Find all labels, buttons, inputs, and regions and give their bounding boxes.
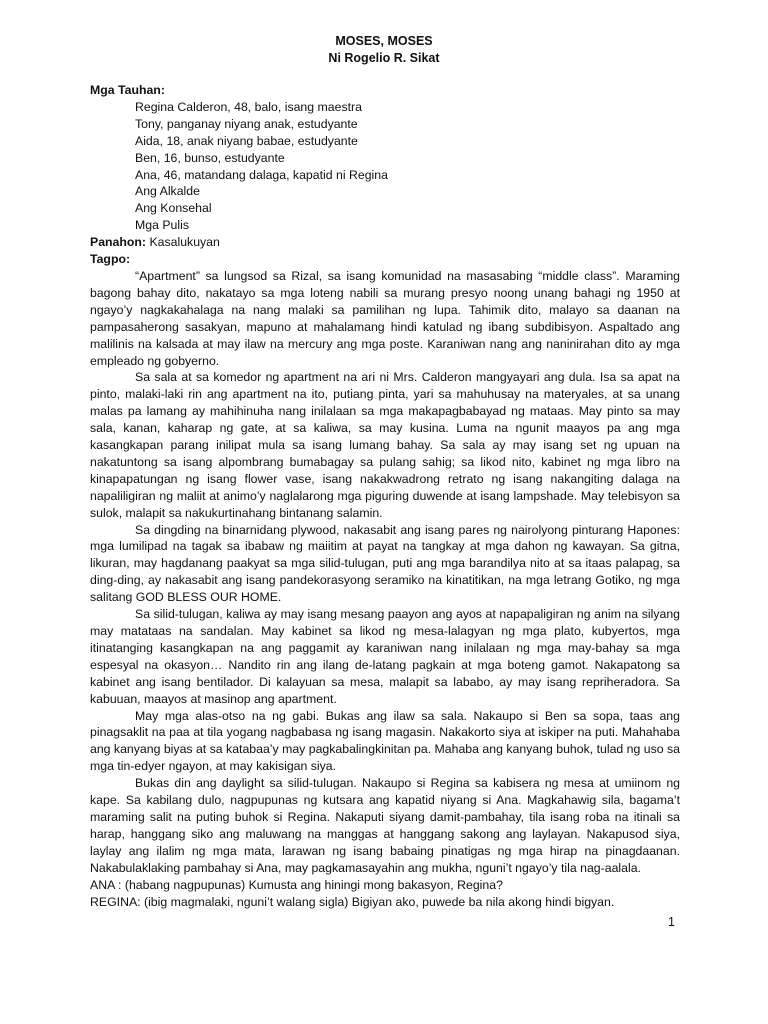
cast-item: Aida, 18, anak niyang babae, estudyante xyxy=(135,133,358,148)
document-body xyxy=(90,82,680,910)
setting-paragraph: Sa sala at sa komedor ng apartment na ari ni Mrs. Calderon mangyayari ang dula. Isa sa apat na pinto, malaki-laki rin ang apartment na ito, putiang pinta, yari sa mahuhusay na materyales, at sa unang malas pa lamang ay mahihinuha nang inilalaan sa mga makapagbabayad ng mataas. May pinto sa may sala, kanan, kaharap ng gate, at sa kaliwa, sa may kusina. Luma na ngunit maayos pa ang mga kasangkapan parang inilipat mula sa isang lumang bahay. Sa sala ay may isang set ng upuan na nakatuntong sa isang alpombrang bumabagay sa pulang sahig; sa likod nito, kabinet ng mga libro na kinapapatungan ng isang flower vase, isang nakakwadrong retrato ng isang nakangiting dalaga na napaliligiran ng maliit at animo’y naglalarong mga piguring duwende at isang lampshade. May telebisyon sa sulok, malapit sa nakukurtinahang bintanang salamin. xyxy=(90,370,680,520)
time-label: Panahon: xyxy=(90,235,147,250)
setting-paragraph: May mga alas-otso na ng gabi. Bukas ang ilaw sa sala. Nakaupo si Ben sa sopa, taas ang pinagsaklit na paa at tila yogang nagbabasa ng isang magasin. Nakakorto siya at iskiper na puti. Mahahaba ang kanyang biyas at sa katabaa’y may pagkabalingkinitan pa. Mahaba ang kanyang buhok, tulad ng uso sa mga tin-edyer ngayon, at may kakisigan siya. xyxy=(90,708,680,774)
setting-label: Tagpo: xyxy=(90,252,131,267)
cast-list xyxy=(90,99,680,234)
cast-item: Tony, panganay niyang anak, estudyante xyxy=(135,116,358,131)
cast-item: Mga Pulis xyxy=(135,218,189,233)
dialogue-line: ANA : (habang nagpupunas) Kumusta ang hiningi mong bakasyon, Regina? xyxy=(90,877,503,892)
setting-paragraph: Sa dingding na binarnidang plywood, nakasabit ang isang pares ng nairolyong pinturang Hapones: mga lumilipad na tagak sa ibabaw ng maiitim at payat na tangkay at mga dahon ng kawayan. Sa gitna, likuran, may hagdanang paakyat sa mga silid-tulugan, puti ang mga barandilya nito at sa itaas palapag, sa ding-ding, ay nakasabit ang isang pandekorasyong seramiko na kinatitikan, na mga letrang Gotiko, ng mga salitang GOD BLESS OUR HOME. xyxy=(90,522,680,605)
time-line xyxy=(90,234,680,251)
setting-paragraph: Sa silid-tulugan, kaliwa ay may isang mesang paayon ang ayos at napapaligiran ng anim na silyang may matataas na sandalan. May kabinet sa likod ng mesa-lalagyan ng mga plato, kubyertos, mga itinatanging kasangkapan na ang paggamit ay karaniwan nang inilalaan ng mga may-bahay sa mga espesyal na okasyon… Nandito rin ang ilang de-latang pagkain at mga boteng gamot. Nakapatong sa kabinet ang isang bentilador. Di kalayuan sa mesa, malapit sa lababo, ay may isang repriheradora. Sa kabuuan, maayos at masinop ang apartment. xyxy=(90,607,680,706)
time-value: Kasalukuyan xyxy=(146,235,220,250)
setting-paragraph: Bukas din ang daylight sa silid-tulugan. Nakaupo si Regina sa kabisera ng mesa at umiinom ng kape. Sa kabilang dulo, nagpupunas ng kutsara ang kapatid niyang si Ana. Magkahawig sila, bagama’t maraming salit na puting buhok si Regina. Nakaputi siyang damit-pambahay, tila isang roba na itinali sa harap, hanggang siko ang maluwang na manggas at hanggang sakong ang laylayan. Nakapusod siya, laylay ang ilalim ng mga mata, larawan ng isang babaing pinatigas ng mga hirap na pinagdaanan. Nakabulaklaking pambahay si Ana, may pagkamasayahin ang mukha, nguni’t ngayo’y tila nag-aalala. xyxy=(90,776,680,875)
document-title: MOSES, MOSES xyxy=(335,34,433,48)
page-number: 1 xyxy=(668,915,675,929)
cast-heading: Mga Tauhan: xyxy=(90,83,165,97)
dialogue-line: REGINA: (ibig magmalaki, nguni’t walang sigla) Bigiyan ako, puwede ba nila akong hindi bigyan. xyxy=(90,894,615,909)
document-author: Ni Rogelio R. Sikat xyxy=(328,51,440,65)
cast-item: Ang Konsehal xyxy=(135,201,212,216)
cast-item: Ang Alkalde xyxy=(135,184,200,199)
setting-paragraph: “Apartment” sa lungsod sa Rizal, sa isang komunidad na masasabing “middle class”. Maraming bagong bahay dito, nakatayo sa mga loteng nabili sa murang presyo noong unang bahagi ng 1950 at ngayo’y nagkakahalaga na nang malaki sa pamilihan ng lupa. Tahimik dito, malayo sa daanan na pampasaherong sasakyan, mapuno at mahalamang hindi katulad ng ibang subdibisyon. Aspaltado ang malilinis na kalsada at may ilaw na mercury ang mga poste. Karaniwan nang ang naninirahan dito ay mga empleado ng gobyerno. xyxy=(90,268,680,368)
cast-item: Regina Calderon, 48, balo, isang maestra xyxy=(135,99,362,114)
cast-item: Ana, 46, matandang dalaga, kapatid ni Regina xyxy=(135,167,388,182)
cast-item: Ben, 16, bunso, estudyante xyxy=(135,150,285,165)
